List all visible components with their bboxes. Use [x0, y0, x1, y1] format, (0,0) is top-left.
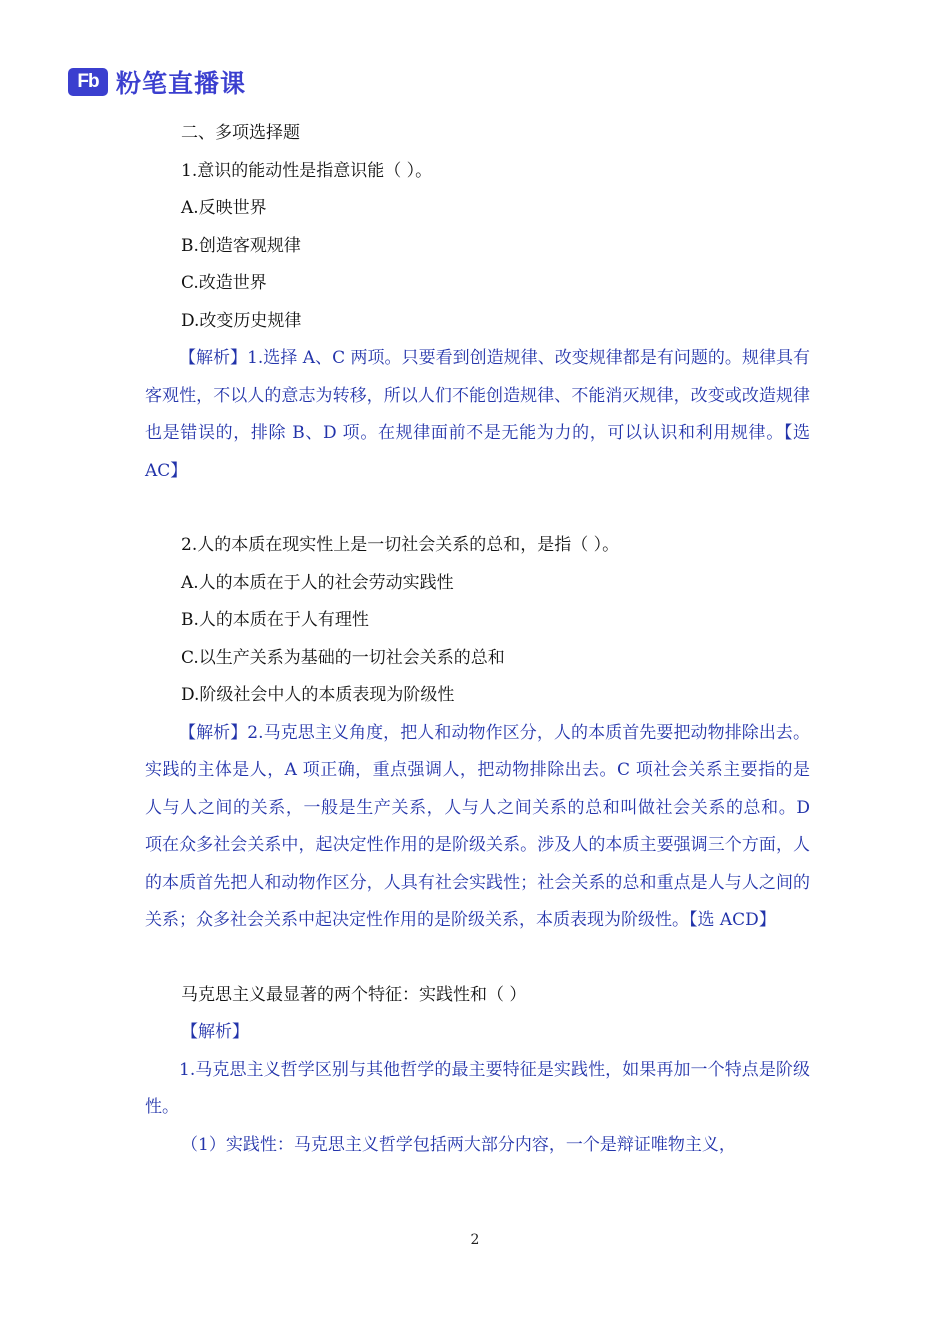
- logo-mark: Fb: [68, 68, 108, 96]
- question-1-analysis: 【解析】1.选择 A、C 两项。只要看到创造规律、改变规律都是有问题的。规律具有客观性，不以人的意志为转移，所以人们不能创造规律、不能消灭规律，改变或改造规律也是错误的，排除 B、D 项。在规律面前不是无能为力的，可以认识和利用规律。【选 AC】: [145, 348, 810, 481]
- question-2-analysis: 【解析】2.马克思主义角度，把人和动物作区分，人的本质首先要把动物排除出去。实践的主体是人，A 项正确，重点强调人，把动物排除出去。C 项社会关系主要指的是人与人之间的关系，一般是生产关系，人与人之间关系的总和叫做社会关系的总和。D 项在众多社会关系中，起决定性作用的是阶级关系。涉及人的本质主要强调三个方面，人的本质首先把人和动物作区分，人具有社会实践性；社会关系的总和重点是人与人之间的关系；众多社会关系中起决定性作用的是阶级关系，本质表现为阶级性。【选 ACD】: [145, 722, 810, 930]
- logo-text: 粉笔直播课: [116, 69, 247, 98]
- question-1-stem: 1.意识的能动性是指意识能（ ）。: [181, 160, 433, 181]
- question-1-option-a: A.反映世界: [181, 198, 267, 218]
- section-title: 二、多项选择题: [181, 123, 300, 143]
- question-1-option-d: D.改变历史规律: [181, 310, 302, 331]
- page-number: 2: [470, 1232, 480, 1248]
- brand-logo: [68, 64, 246, 100]
- question-3-point-1-sub: （1）实践性：马克思主义哲学包括两大部分内容，一个是辩证唯物主义，: [181, 1134, 736, 1155]
- question-3-analysis-label: 【解析】: [181, 1022, 249, 1042]
- question-2-stem: 2.人的本质在现实性上是一切社会关系的总和，是指（ ）。: [181, 535, 620, 555]
- question-3-stem: 马克思主义最显著的两个特征：实践性和（ ）: [181, 984, 527, 1005]
- question-2-option-d: D.阶级社会中人的本质表现为阶级性: [181, 685, 455, 705]
- question-3-point-1: 1.马克思主义哲学区别与其他哲学的最主要特征是实践性，如果再加一个特点是阶级性。: [145, 1059, 810, 1117]
- document-body: [145, 115, 810, 1164]
- question-2-option-a: A.人的本质在于人的社会劳动实践性: [181, 572, 454, 593]
- spacer: [145, 940, 810, 977]
- question-1-option-b: B.创造客观规律: [181, 235, 301, 256]
- question-2-option-c: C.以生产关系为基础的一切社会关系的总和: [181, 647, 505, 668]
- spacer: [145, 490, 810, 527]
- question-2-option-b: B.人的本质在于人有理性: [181, 610, 369, 630]
- question-1-option-c: C.改造世界: [181, 273, 267, 293]
